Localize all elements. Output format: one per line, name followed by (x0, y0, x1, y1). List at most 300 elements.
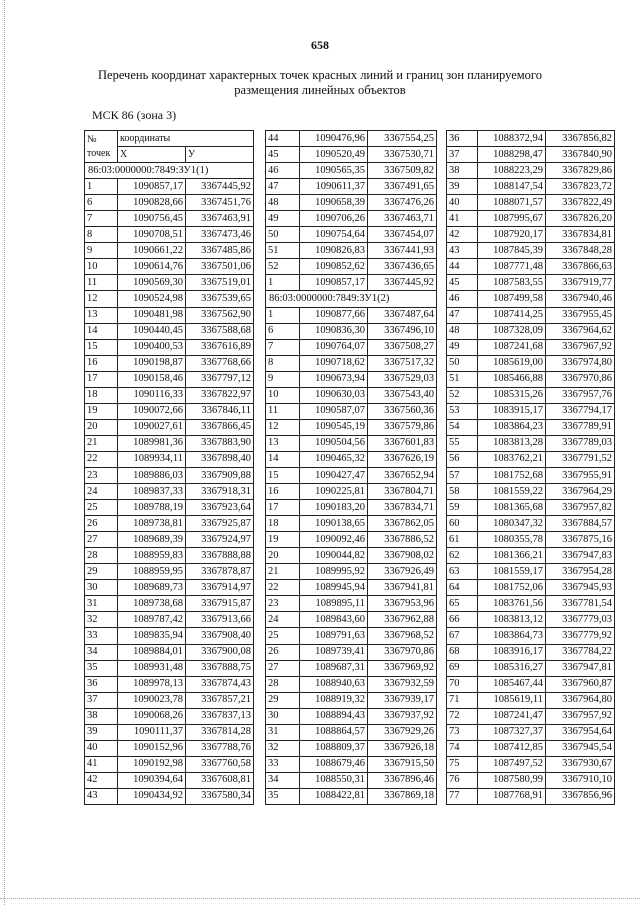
point-number: 22 (85, 451, 118, 467)
table-row (447, 692, 615, 708)
y-coordinate: 3367926,18 (368, 740, 437, 756)
point-number: 14 (85, 323, 118, 339)
y-coordinate: 3367834,71 (368, 500, 437, 516)
x-coordinate: 1090706,26 (300, 211, 368, 227)
x-coordinate: 1090828,66 (118, 195, 186, 211)
point-number: 70 (447, 676, 478, 692)
x-coordinate: 1089843,60 (300, 612, 368, 628)
table-row (266, 227, 437, 243)
table-row (85, 179, 254, 195)
point-number: 46 (447, 291, 478, 307)
cadastral-section-label: 86:03:0000000:7849:ЗУ1(2) (266, 291, 437, 307)
y-coordinate: 3367530,71 (368, 147, 437, 163)
point-number: 19 (85, 403, 118, 419)
point-number: 49 (266, 211, 300, 227)
x-coordinate: 1090427,47 (300, 467, 368, 483)
x-coordinate: 1087768,91 (478, 788, 546, 804)
x-coordinate: 1087845,39 (478, 243, 546, 259)
x-coordinate: 1090394,64 (118, 772, 186, 788)
y-coordinate: 3367875,16 (546, 532, 615, 548)
y-coordinate: 3367445,92 (368, 275, 437, 291)
y-coordinate: 3367529,03 (368, 371, 437, 387)
table-row (85, 564, 254, 580)
x-coordinate: 1090476,96 (300, 131, 368, 147)
table-row (266, 724, 437, 740)
x-coordinate: 1087583,55 (478, 275, 546, 291)
x-coordinate: 1089995,92 (300, 564, 368, 580)
x-coordinate: 1088894,43 (300, 708, 368, 724)
x-coordinate: 1087499,58 (478, 291, 546, 307)
y-coordinate: 3367856,96 (546, 788, 615, 804)
table-row (85, 323, 254, 339)
y-coordinate: 3367968,52 (368, 628, 437, 644)
y-coordinate: 3367900,08 (186, 644, 254, 660)
y-coordinate: 3367932,59 (368, 676, 437, 692)
point-number: 50 (266, 227, 300, 243)
point-number: 36 (85, 676, 118, 692)
point-number: 7 (266, 339, 300, 355)
y-coordinate: 3367964,29 (546, 484, 615, 500)
x-coordinate: 1090756,45 (118, 211, 186, 227)
y-coordinate: 3367616,89 (186, 339, 254, 355)
x-coordinate: 1090092,46 (300, 532, 368, 548)
point-number: 35 (266, 788, 300, 804)
y-coordinate: 3367823,72 (546, 179, 615, 195)
table-row (85, 660, 254, 676)
table-row (85, 596, 254, 612)
y-coordinate: 3367947,81 (546, 660, 615, 676)
x-coordinate: 1088550,31 (300, 772, 368, 788)
table-row (85, 788, 254, 804)
point-number: 45 (266, 147, 300, 163)
point-number: 66 (447, 612, 478, 628)
x-coordinate: 1087497,52 (478, 756, 546, 772)
y-coordinate: 3367967,92 (546, 339, 615, 355)
point-number: 9 (266, 371, 300, 387)
y-coordinate: 3367517,32 (368, 355, 437, 371)
x-coordinate: 1090836,30 (300, 323, 368, 339)
x-coordinate: 1083813,12 (478, 612, 546, 628)
point-number: 52 (266, 259, 300, 275)
y-coordinate: 3367509,82 (368, 163, 437, 179)
point-number: 1 (85, 179, 118, 195)
x-coordinate: 1088919,32 (300, 692, 368, 708)
table-row (447, 211, 615, 227)
table-row (85, 387, 254, 403)
point-number: 74 (447, 740, 478, 756)
point-number: 63 (447, 564, 478, 580)
point-number: 51 (266, 243, 300, 259)
table-row (85, 307, 254, 323)
point-number: 8 (266, 355, 300, 371)
y-coordinate: 3367974,80 (546, 355, 615, 371)
y-coordinate: 3367454,07 (368, 227, 437, 243)
point-number: 62 (447, 548, 478, 564)
y-coordinate: 3367451,76 (186, 195, 254, 211)
table-row (266, 628, 437, 644)
table-row (266, 323, 437, 339)
x-coordinate: 1087995,67 (478, 211, 546, 227)
point-number: 39 (85, 724, 118, 740)
x-coordinate: 1089738,81 (118, 516, 186, 532)
table-row (447, 580, 615, 596)
x-coordinate: 1089837,33 (118, 484, 186, 500)
x-coordinate: 1088959,83 (118, 548, 186, 564)
point-number: 40 (447, 195, 478, 211)
table-row (85, 724, 254, 740)
y-coordinate: 3367857,21 (186, 692, 254, 708)
y-coordinate: 3367914,97 (186, 580, 254, 596)
point-number: 8 (85, 227, 118, 243)
point-number: 16 (85, 355, 118, 371)
x-coordinate: 1090440,45 (118, 323, 186, 339)
point-number: 68 (447, 644, 478, 660)
point-number: 50 (447, 355, 478, 371)
point-number: 14 (266, 451, 300, 467)
y-coordinate: 3367837,13 (186, 708, 254, 724)
table-row (447, 227, 615, 243)
point-number: 31 (85, 596, 118, 612)
table-row (447, 628, 615, 644)
table-row (85, 243, 254, 259)
y-coordinate: 3367888,75 (186, 660, 254, 676)
x-coordinate: 1090708,51 (118, 227, 186, 243)
y-coordinate: 3367886,52 (368, 532, 437, 548)
point-number: 12 (266, 419, 300, 435)
point-number: 21 (85, 435, 118, 451)
point-number: 46 (266, 163, 300, 179)
y-coordinate: 3367840,90 (546, 147, 615, 163)
table-row (447, 676, 615, 692)
table-row (447, 131, 615, 147)
x-coordinate: 1088422,81 (300, 788, 368, 804)
table-row (85, 612, 254, 628)
y-coordinate: 3367822,97 (186, 387, 254, 403)
table-row (85, 644, 254, 660)
x-coordinate: 1087414,25 (478, 307, 546, 323)
table-row (85, 435, 254, 451)
y-coordinate: 3367960,87 (546, 676, 615, 692)
y-coordinate: 3367939,17 (368, 692, 437, 708)
x-coordinate: 1089689,39 (118, 532, 186, 548)
point-number: 45 (447, 275, 478, 291)
point-number: 12 (85, 291, 118, 307)
header-y: У (186, 147, 254, 163)
y-coordinate: 3367588,68 (186, 323, 254, 339)
point-number: 23 (85, 467, 118, 483)
table-row (266, 275, 437, 291)
x-coordinate: 1087771,48 (478, 259, 546, 275)
x-coordinate: 1090481,98 (118, 307, 186, 323)
table-row (447, 788, 615, 804)
y-coordinate: 3367560,36 (368, 403, 437, 419)
table-row (266, 259, 437, 275)
table-row (447, 387, 615, 403)
y-coordinate: 3367930,67 (546, 756, 615, 772)
y-coordinate: 3367501,06 (186, 259, 254, 275)
point-number: 6 (85, 195, 118, 211)
point-number: 48 (266, 195, 300, 211)
table-row (85, 628, 254, 644)
table-row (447, 371, 615, 387)
y-coordinate: 3367955,91 (546, 467, 615, 483)
table-row (447, 660, 615, 676)
x-coordinate: 1089895,11 (300, 596, 368, 612)
x-coordinate: 1090225,81 (300, 484, 368, 500)
table-row (85, 676, 254, 692)
point-number: 48 (447, 323, 478, 339)
y-coordinate: 3367580,34 (186, 788, 254, 804)
table-row (266, 772, 437, 788)
point-number: 38 (447, 163, 478, 179)
x-coordinate: 1090718,62 (300, 355, 368, 371)
point-number: 56 (447, 451, 478, 467)
table-row (85, 580, 254, 596)
table-row (266, 660, 437, 676)
point-number: 16 (266, 484, 300, 500)
point-number: 34 (85, 644, 118, 660)
x-coordinate: 1087412,85 (478, 740, 546, 756)
header-point-number: № точек (85, 131, 118, 163)
table-row (447, 532, 615, 548)
table-row (85, 484, 254, 500)
y-coordinate: 3367888,88 (186, 548, 254, 564)
y-coordinate: 3367436,65 (368, 259, 437, 275)
point-number: 39 (447, 179, 478, 195)
point-number: 64 (447, 580, 478, 596)
x-coordinate: 1088372,94 (478, 131, 546, 147)
table-row (447, 307, 615, 323)
point-number: 23 (266, 596, 300, 612)
y-coordinate: 3367918,31 (186, 484, 254, 500)
y-coordinate: 3367496,10 (368, 323, 437, 339)
x-coordinate: 1090754,64 (300, 227, 368, 243)
x-coordinate: 1088864,57 (300, 724, 368, 740)
point-number: 47 (447, 307, 478, 323)
x-coordinate: 1090630,03 (300, 387, 368, 403)
point-number: 71 (447, 692, 478, 708)
x-coordinate: 1088959,95 (118, 564, 186, 580)
table-row (85, 500, 254, 516)
x-coordinate: 1089978,13 (118, 676, 186, 692)
table-row (266, 580, 437, 596)
x-coordinate: 1081752,06 (478, 580, 546, 596)
title-line-1: Перечень координат характерных точек красных линий и границ зон планируемого (98, 68, 542, 82)
point-number: 6 (266, 323, 300, 339)
point-number: 15 (266, 467, 300, 483)
y-coordinate: 3367866,63 (546, 259, 615, 275)
y-coordinate: 3367814,28 (186, 724, 254, 740)
table-row (266, 467, 437, 483)
table-row (266, 131, 437, 147)
table-row (447, 467, 615, 483)
y-coordinate: 3367915,50 (368, 756, 437, 772)
y-coordinate: 3367834,81 (546, 227, 615, 243)
table-row (266, 708, 437, 724)
y-coordinate: 3367791,52 (546, 451, 615, 467)
table-row (266, 644, 437, 660)
table-row (266, 756, 437, 772)
x-coordinate: 1090565,35 (300, 163, 368, 179)
x-coordinate: 1090072,66 (118, 403, 186, 419)
x-coordinate: 1088147,54 (478, 179, 546, 195)
table-row (447, 339, 615, 355)
y-coordinate: 3367826,20 (546, 211, 615, 227)
x-coordinate: 1087328,09 (478, 323, 546, 339)
point-number: 29 (266, 692, 300, 708)
y-coordinate: 3367924,97 (186, 532, 254, 548)
y-coordinate: 3367463,91 (186, 211, 254, 227)
point-number: 40 (85, 740, 118, 756)
y-coordinate: 3367508,27 (368, 339, 437, 355)
table-row (447, 516, 615, 532)
table-row (85, 740, 254, 756)
table-row (447, 291, 615, 307)
y-coordinate: 3367781,54 (546, 596, 615, 612)
y-coordinate: 3367945,54 (546, 740, 615, 756)
point-number: 37 (447, 147, 478, 163)
x-coordinate: 1090027,61 (118, 419, 186, 435)
x-coordinate: 1090661,22 (118, 243, 186, 259)
point-number: 7 (85, 211, 118, 227)
x-coordinate: 1089738,68 (118, 596, 186, 612)
table-row (85, 419, 254, 435)
point-number: 37 (85, 692, 118, 708)
table-row (447, 612, 615, 628)
y-coordinate: 3367923,64 (186, 500, 254, 516)
y-coordinate: 3367908,02 (368, 548, 437, 564)
point-number: 31 (266, 724, 300, 740)
table-row (85, 451, 254, 467)
y-coordinate: 3367947,83 (546, 548, 615, 564)
point-number: 18 (266, 516, 300, 532)
x-coordinate: 1090587,07 (300, 403, 368, 419)
point-number: 43 (85, 788, 118, 804)
x-coordinate: 1090116,33 (118, 387, 186, 403)
x-coordinate: 1083864,73 (478, 628, 546, 644)
point-number: 36 (447, 131, 478, 147)
table-row (266, 163, 437, 179)
point-number: 19 (266, 532, 300, 548)
x-coordinate: 1090673,94 (300, 371, 368, 387)
point-number: 24 (266, 612, 300, 628)
table-row (266, 211, 437, 227)
table-header-row (85, 131, 254, 147)
table-row (266, 435, 437, 451)
point-number: 41 (85, 756, 118, 772)
y-coordinate: 3367878,87 (186, 564, 254, 580)
document-title (80, 68, 560, 98)
x-coordinate: 1089791,63 (300, 628, 368, 644)
point-number: 30 (266, 708, 300, 724)
x-coordinate: 1083915,17 (478, 403, 546, 419)
table-row (266, 692, 437, 708)
point-number: 67 (447, 628, 478, 644)
table-row (85, 211, 254, 227)
header-coordinates: координаты (118, 131, 254, 147)
table-row (85, 275, 254, 291)
x-coordinate: 1090857,17 (300, 275, 368, 291)
point-number: 51 (447, 371, 478, 387)
table-row (447, 724, 615, 740)
y-coordinate: 3367910,10 (546, 772, 615, 788)
table-row (447, 323, 615, 339)
y-coordinate: 3367476,26 (368, 195, 437, 211)
y-coordinate: 3367954,64 (546, 724, 615, 740)
y-coordinate: 3367789,03 (546, 435, 615, 451)
point-number: 22 (266, 580, 300, 596)
y-coordinate: 3367784,22 (546, 644, 615, 660)
x-coordinate: 1090614,76 (118, 259, 186, 275)
x-coordinate: 1085467,44 (478, 676, 546, 692)
point-number: 10 (266, 387, 300, 403)
x-coordinate: 1090852,62 (300, 259, 368, 275)
y-coordinate: 3367957,76 (546, 387, 615, 403)
table-row (266, 339, 437, 355)
table-row (266, 371, 437, 387)
table-row (266, 387, 437, 403)
point-number: 28 (85, 548, 118, 564)
y-coordinate: 3367964,80 (546, 692, 615, 708)
y-coordinate: 3367915,87 (186, 596, 254, 612)
y-coordinate: 3367797,12 (186, 371, 254, 387)
x-coordinate: 1090192,98 (118, 756, 186, 772)
point-number: 1 (266, 307, 300, 323)
table-row (266, 147, 437, 163)
y-coordinate: 3367485,86 (186, 243, 254, 259)
x-coordinate: 1090111,37 (118, 724, 186, 740)
table-row (447, 275, 615, 291)
x-coordinate: 1089687,31 (300, 660, 368, 676)
x-coordinate: 1090158,46 (118, 371, 186, 387)
point-number: 65 (447, 596, 478, 612)
x-coordinate: 1087920,17 (478, 227, 546, 243)
table-row (447, 435, 615, 451)
point-number: 42 (447, 227, 478, 243)
y-coordinate: 3367957,82 (546, 500, 615, 516)
point-number: 21 (266, 564, 300, 580)
header-x: Х (118, 147, 186, 163)
section-row (266, 291, 437, 307)
x-coordinate: 1090044,82 (300, 548, 368, 564)
table-row (447, 596, 615, 612)
y-coordinate: 3367869,18 (368, 788, 437, 804)
point-number: 57 (447, 467, 478, 483)
table-row (447, 500, 615, 516)
x-coordinate: 1090857,17 (118, 179, 186, 195)
x-coordinate: 1090183,20 (300, 500, 368, 516)
x-coordinate: 1085619,00 (478, 355, 546, 371)
y-coordinate: 3367626,19 (368, 451, 437, 467)
x-coordinate: 1090434,92 (118, 788, 186, 804)
y-coordinate: 3367794,17 (546, 403, 615, 419)
x-coordinate: 1083916,17 (478, 644, 546, 660)
y-coordinate: 3367937,92 (368, 708, 437, 724)
x-coordinate: 1083762,21 (478, 451, 546, 467)
table-row (447, 772, 615, 788)
y-coordinate: 3367945,93 (546, 580, 615, 596)
x-coordinate: 1090023,78 (118, 692, 186, 708)
table-row (85, 259, 254, 275)
x-coordinate: 1088223,29 (478, 163, 546, 179)
x-coordinate: 1090068,26 (118, 708, 186, 724)
y-coordinate: 3367779,92 (546, 628, 615, 644)
point-number: 20 (85, 419, 118, 435)
y-coordinate: 3367908,40 (186, 628, 254, 644)
coords-table-3 (446, 130, 615, 805)
y-coordinate: 3367554,25 (368, 131, 437, 147)
y-coordinate: 3367970,86 (546, 371, 615, 387)
